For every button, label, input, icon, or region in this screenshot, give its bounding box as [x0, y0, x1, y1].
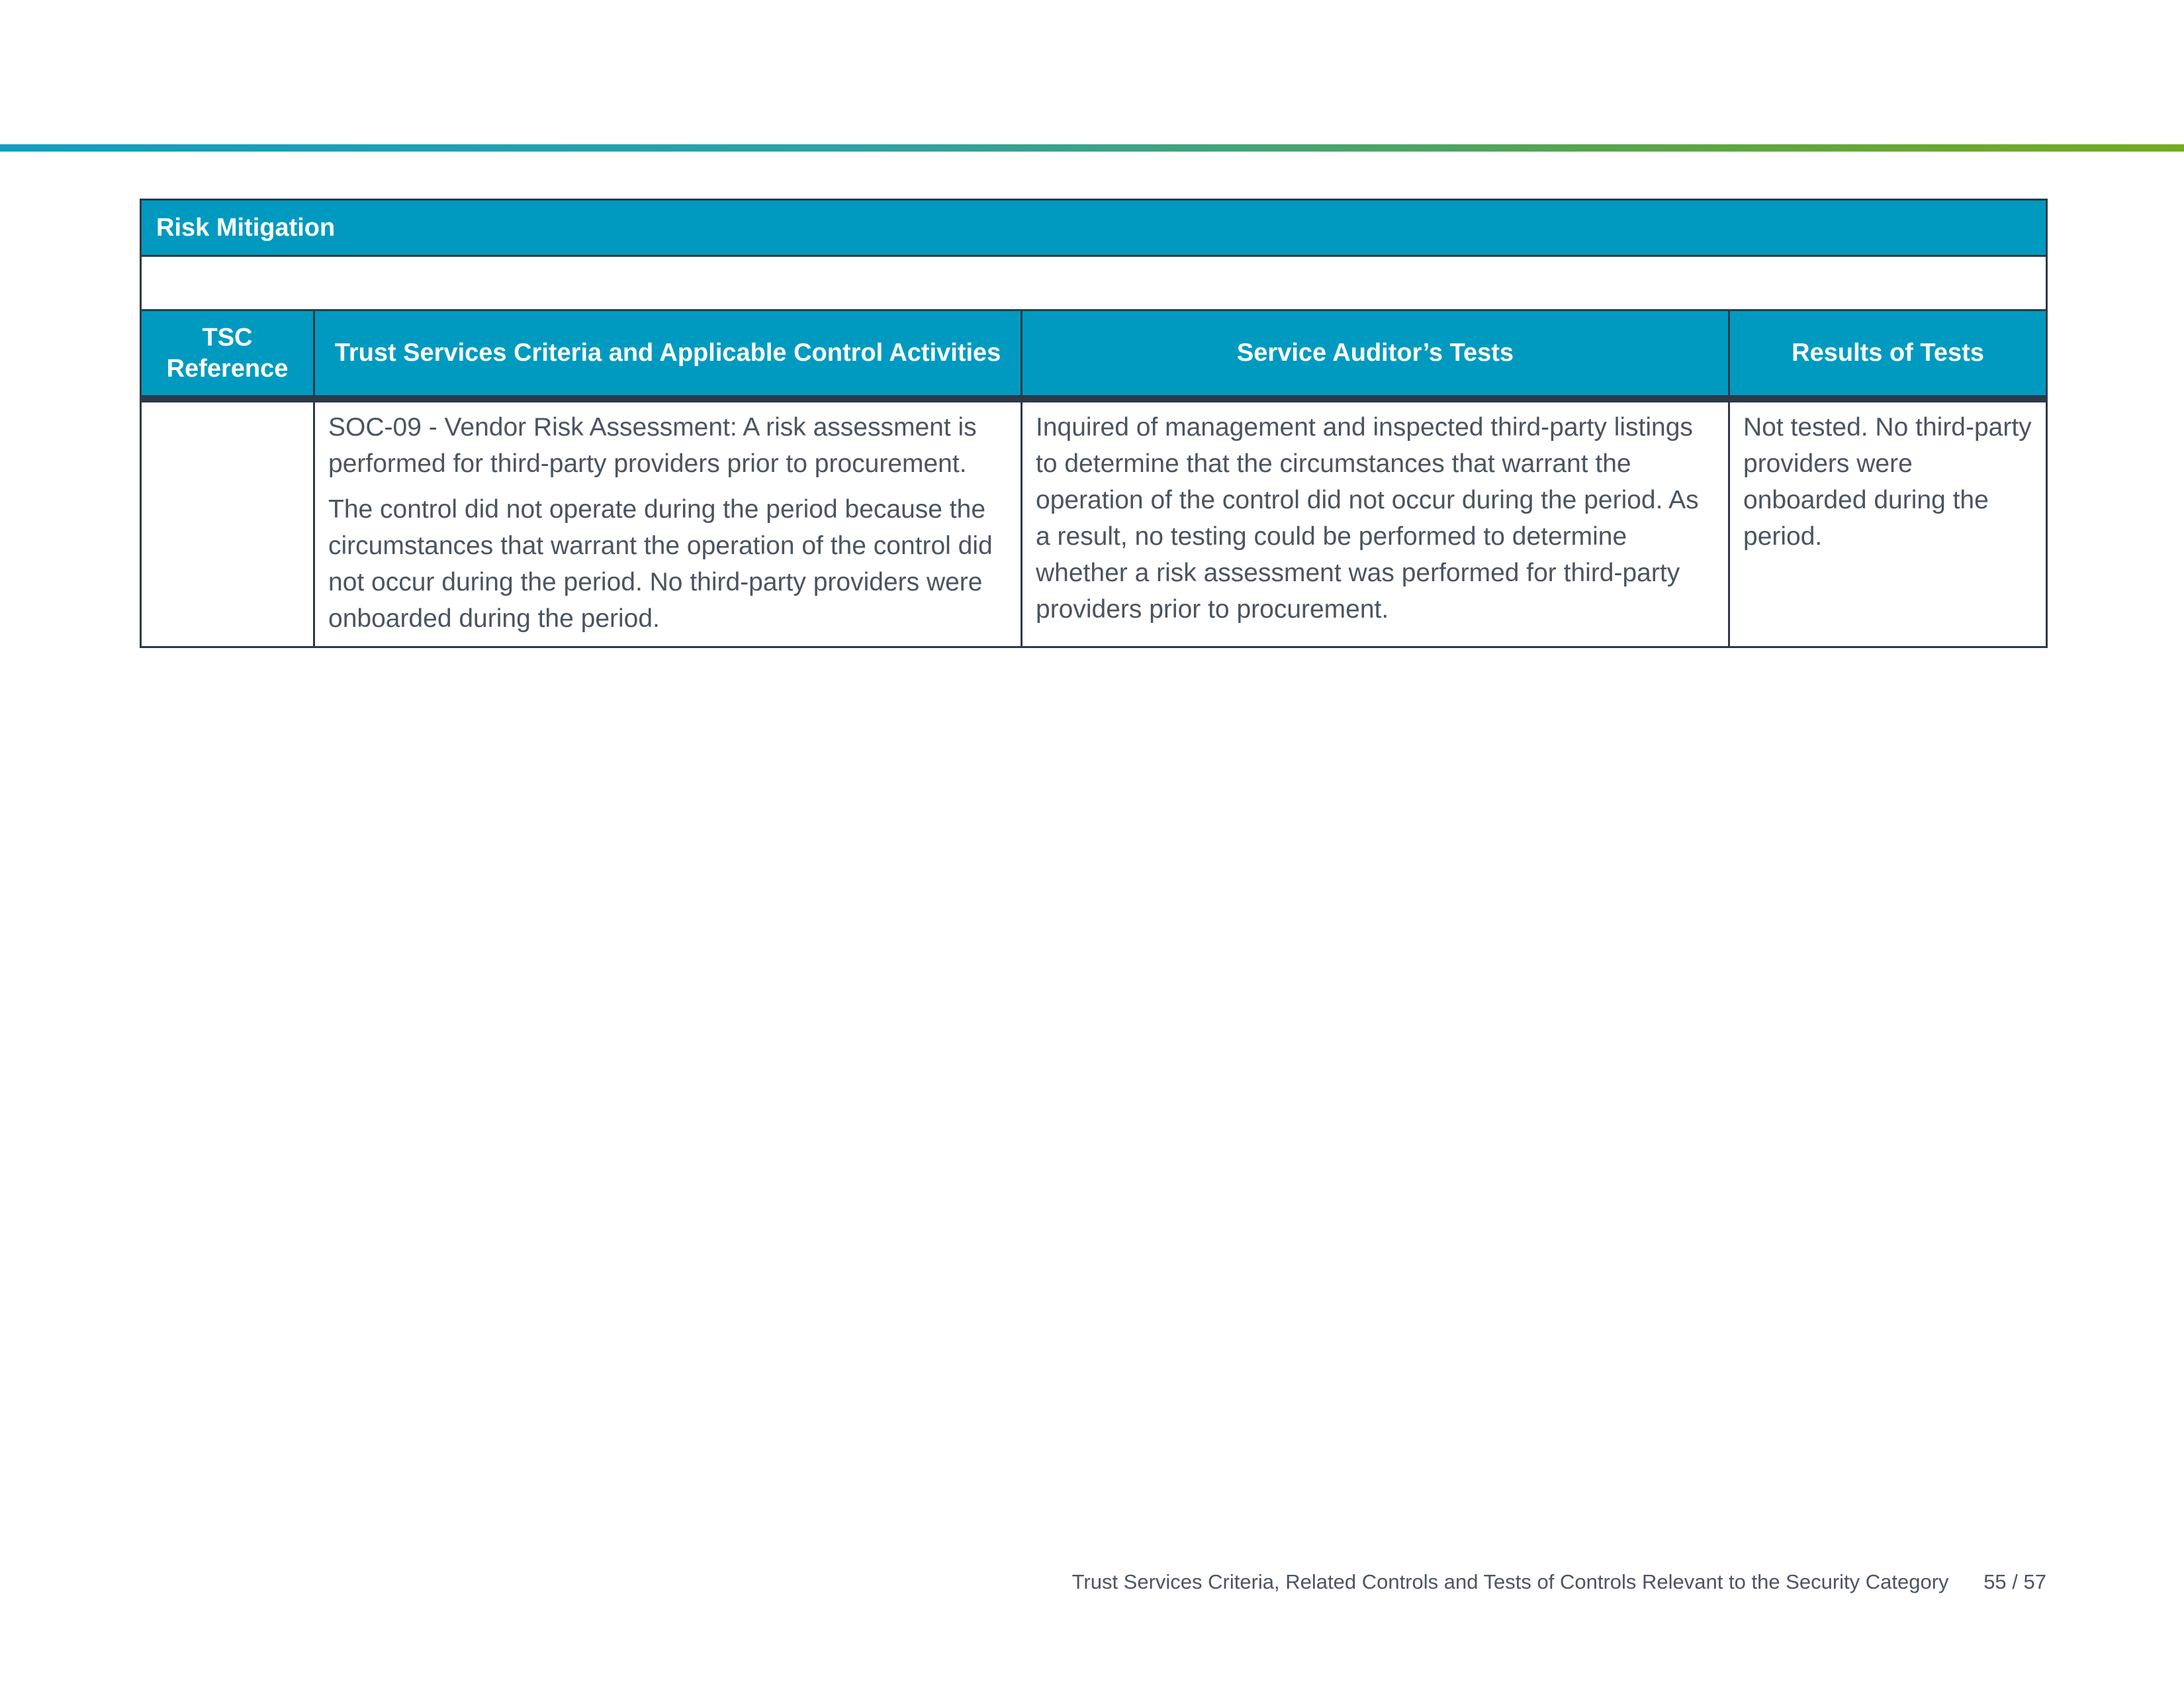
page-footer — [1072, 1570, 2046, 1594]
column-header-results: Results of Tests — [1729, 310, 2047, 399]
page-number: 55 / 57 — [1983, 1570, 2046, 1593]
spacer-cell — [141, 256, 2047, 310]
spacer-row — [141, 256, 2047, 310]
auditor-tests-cell — [1022, 399, 1729, 647]
results-cell — [1729, 399, 2047, 647]
footer-title: Trust Services Criteria, Related Controls and Tests of Controls Relevant to the Security Category — [1071, 1570, 1949, 1593]
column-header-criteria: Trust Services Criteria and Applicable Control Activities — [314, 310, 1022, 399]
control-operation-note: The control did not operate during the period because the circumstances that warrant the operation of the control did not occur during the period. No third-party providers were onboarded during the period. — [328, 495, 993, 633]
table-row — [141, 399, 2047, 647]
column-header-row — [141, 310, 2047, 399]
section-title: Risk Mitigation — [141, 200, 2047, 256]
header-gradient-rule — [0, 144, 2184, 152]
control-description: SOC-09 - Vendor Risk Assessment: A risk assessment is performed for third-party providers prior to procurement. — [328, 413, 977, 478]
auditor-tests-text: Inquired of management and inspected third-party listings to determine that the circumstances that warrant the operation of the control did not occur during the period. As a result, no testing could be performed to determine whether a risk assessment was performed for third-party providers prior to procurement. — [1036, 413, 1699, 624]
column-header-tsc-reference: TSC Reference — [141, 310, 314, 399]
results-text: Not tested. No third-party providers were onboarded during the period. — [1743, 413, 2032, 551]
column-header-auditor-tests: Service Auditor’s Tests — [1022, 310, 1729, 399]
tsc-reference-cell — [141, 399, 314, 647]
criteria-cell — [314, 399, 1022, 647]
controls-table — [140, 199, 2048, 648]
section-title-row — [141, 200, 2047, 256]
